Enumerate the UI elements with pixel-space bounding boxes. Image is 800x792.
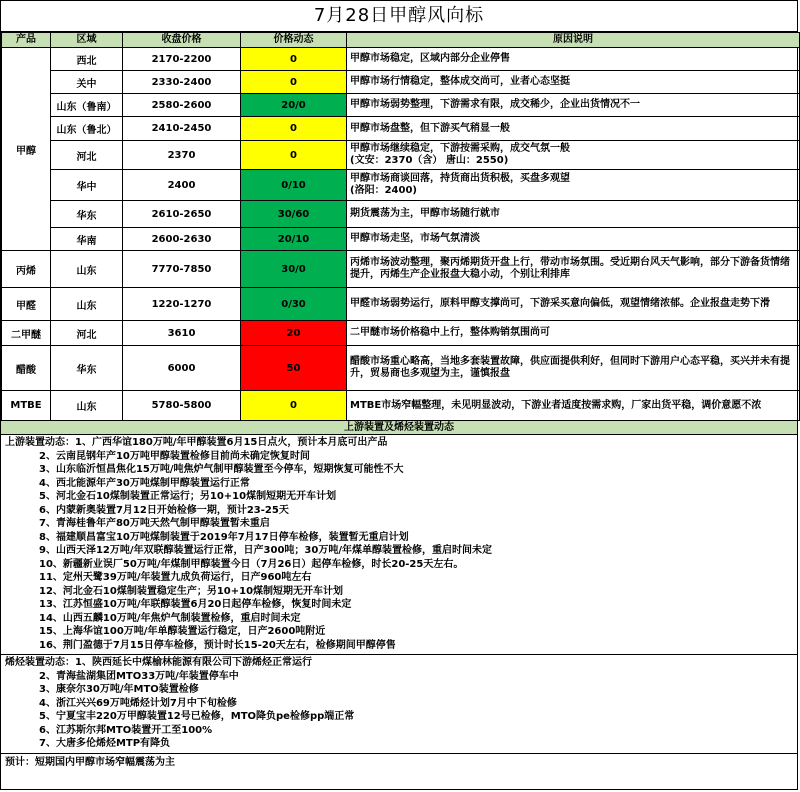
olefin-text: 1、陕西延长中煤榆林能源有限公司下游烯烃正常运行 <box>75 657 312 668</box>
table-row <box>2 201 800 228</box>
price-table <box>1 32 800 421</box>
reason-cell <box>347 228 800 251</box>
upstream-item <box>5 531 793 545</box>
region-cell: 山东 <box>51 288 123 321</box>
price-cell: 2580-2600 <box>123 94 241 117</box>
upstream-label: 上游装置动态： <box>5 437 75 448</box>
price-cell: 6000 <box>123 346 241 391</box>
upstream-item <box>5 639 793 653</box>
olefin-text: 5、宁夏宝丰220万甲醇装置12号已检修，MTO降负pe检修pp端正常 <box>39 711 355 722</box>
reason-cell <box>347 288 800 321</box>
region-cell: 河北 <box>51 321 123 346</box>
change-cell: 0 <box>241 141 347 170</box>
header-region: 区域 <box>51 33 123 48</box>
upstream-item <box>5 436 793 450</box>
reason-cell <box>347 170 800 201</box>
change-cell: 30/60 <box>241 201 347 228</box>
region-cell: 华中 <box>51 170 123 201</box>
price-cell: 5780-5800 <box>123 391 241 421</box>
table-row <box>2 170 800 201</box>
region-cell: 河北 <box>51 141 123 170</box>
olefin-item <box>5 710 793 724</box>
region-cell: 山东（鲁北） <box>51 117 123 141</box>
reason-cell <box>347 71 800 94</box>
reason-line: 醋酸市场重心略高，当地多套装置故障，供应面提供利好，但同时下游用户心态平稳，买兴并未有提升，贸易商也多观望为主，谨慎报盘 <box>350 356 790 379</box>
price-cell: 2330-2400 <box>123 71 241 94</box>
olefin-item <box>5 656 793 670</box>
product-cell: 二甲醚 <box>2 321 51 346</box>
olefin-text: 6、江苏斯尔邦MTO装置开工至100% <box>39 724 213 736</box>
price-cell: 2170-2200 <box>123 48 241 71</box>
region-cell: 山东 <box>51 391 123 421</box>
reason-cell <box>347 141 800 170</box>
upstream-text: 6、内蒙新奥装置7月12日开始检修一期，预计23-25天 <box>39 504 289 516</box>
table-row <box>2 94 800 117</box>
table-row <box>2 117 800 141</box>
region-cell: 关中 <box>51 71 123 94</box>
price-cell: 7770-7850 <box>123 251 241 288</box>
reason-line: 甲醛市场弱势运行，原料甲醇支撑尚可，下游采买意向偏低，观望情绪浓郁。企业报盘走势下滑 <box>350 298 770 309</box>
upstream-text: 3、山东临沂恒昌焦化15万吨/吨焦炉气制甲醇装置至今停车，短期恢复可能性不大 <box>39 464 404 475</box>
header-change: 价格动态 <box>241 33 347 48</box>
forecast <box>1 754 797 772</box>
reason-line: (文安：2370（含） 唐山：2550) <box>350 155 509 166</box>
olefin-text: 3、康奈尔30万吨/年MTO装置检修 <box>39 684 199 695</box>
change-cell: 0 <box>241 117 347 141</box>
olefin-text: 2、青海盐湖集团MTO33万吨/年装置停车中 <box>39 670 239 682</box>
upstream-text: 7、青海桂鲁年产80万吨天然气制甲醇装置暂未重启 <box>39 518 270 529</box>
upstream-text: 11、定州天鹭39万吨/年装置九成负荷运行，日产960吨左右 <box>39 572 312 583</box>
product-cell: MTBE <box>2 391 51 421</box>
change-cell: 20/0 <box>241 94 347 117</box>
price-cell: 1220-1270 <box>123 288 241 321</box>
header-reason: 原因说明 <box>347 33 800 48</box>
reason-line: 期货震荡为主，甲醇市场随行就市 <box>350 208 500 219</box>
reason-line: 甲醇市场盘整，但下游买气稍显一般 <box>350 122 510 134</box>
product-cell: 甲醛 <box>2 288 51 321</box>
table-row <box>2 141 800 170</box>
region-cell: 山东（鲁南） <box>51 94 123 117</box>
reason-line: 甲醇市场走坚，市场气氛清淡 <box>350 233 480 244</box>
olefin-item <box>5 697 793 711</box>
olefin-text: 4、浙江兴兴69万吨烯烃计划7月中下旬检修 <box>39 697 237 709</box>
olefin-item <box>5 670 793 684</box>
upstream-item <box>5 463 793 477</box>
olefin-item <box>5 683 793 697</box>
upstream-text: 12、河北金石10煤制装置稳定生产；另10+10煤制短期无开车计划 <box>39 585 344 597</box>
region-cell: 西北 <box>51 48 123 71</box>
table-row <box>2 48 800 71</box>
table-row <box>2 288 800 321</box>
section-title: 上游装置及烯烃装置动态 <box>1 421 797 435</box>
forecast-label: 预计： <box>5 756 35 768</box>
forecast-text: 短期国内甲醇市场窄幅震荡为主 <box>35 756 175 768</box>
olefin-item <box>5 724 793 738</box>
reason-line: 丙烯市场波动整理，聚丙烯期货开盘上行，带动市场氛围。受近期台风天气影响，部分下游备货情绪提升，丙烯生产企业报盘大稳小动，个别让利排库 <box>350 257 790 280</box>
upstream-item <box>5 477 793 491</box>
upstream-text: 5、河北金石10煤制装置正常运行；另10+10煤制短期无开车计划 <box>39 491 337 502</box>
table-header-row <box>2 33 800 48</box>
reason-line: (洛阳：2400) <box>350 185 417 196</box>
price-cell: 3610 <box>123 321 241 346</box>
reason-cell <box>347 321 800 346</box>
reason-line: 甲醇市场商谈回落，持货商出货积极，买盘多观望 <box>350 173 570 184</box>
price-cell: 2370 <box>123 141 241 170</box>
change-cell: 0/30 <box>241 288 347 321</box>
olefin-label: 烯烃装置动态： <box>5 657 75 668</box>
region-cell: 山东 <box>51 251 123 288</box>
region-cell: 华东 <box>51 346 123 391</box>
table-row <box>2 251 800 288</box>
price-table-body <box>2 48 800 421</box>
price-cell: 2400 <box>123 170 241 201</box>
reason-line: 二甲醚市场价格稳中上行，整体购销氛围尚可 <box>350 327 550 338</box>
upstream-item <box>5 490 793 504</box>
reason-cell <box>347 94 800 117</box>
reason-line: 甲醇市场继续稳定，下游按需采购，成交气氛一般 <box>350 143 570 154</box>
change-cell: 20 <box>241 321 347 346</box>
price-cell: 2410-2450 <box>123 117 241 141</box>
olefin-block <box>1 655 797 754</box>
upstream-item <box>5 544 793 558</box>
upstream-text: 8、福建顺昌富宝10万吨煤制装置于2019年7月17日停车检修，装置暂无重启计划 <box>39 531 409 543</box>
product-cell: 醋酸 <box>2 346 51 391</box>
reason-cell <box>347 48 800 71</box>
report-title: 7月28日甲醇风向标 <box>1 1 797 32</box>
reason-line: 甲醇市场稳定，区域内部分企业停售 <box>350 53 510 64</box>
reason-cell <box>347 346 800 391</box>
price-cell: 2600-2630 <box>123 228 241 251</box>
reason-cell <box>347 391 800 421</box>
upstream-item <box>5 450 793 464</box>
upstream-item <box>5 571 793 585</box>
upstream-item <box>5 504 793 518</box>
product-cell: 丙烯 <box>2 251 51 288</box>
upstream-text: 15、上海华谊100万吨/年单醇装置运行稳定，日产2600吨附近 <box>39 626 326 637</box>
table-row <box>2 71 800 94</box>
product-cell: 甲醇 <box>2 48 51 251</box>
change-cell: 0 <box>241 48 347 71</box>
reason-line: 甲醇市场行情稳定，整体成交尚可，业者心态坚挺 <box>350 76 570 87</box>
reason-cell <box>347 251 800 288</box>
change-cell: 0 <box>241 391 347 421</box>
upstream-text: 4、西北能源年产30万吨煤制甲醇装置运行正常 <box>39 477 250 489</box>
upstream-item <box>5 558 793 572</box>
upstream-text: 16、荆门盈德于7月15日停车检修，预计时长15-20天左右，检修期间甲醇停售 <box>39 639 396 651</box>
upstream-text: 13、江苏恒盛10万吨/年联醇装置6月20日起停车检修，恢复时间未定 <box>39 599 352 610</box>
upstream-item <box>5 598 793 612</box>
table-row <box>2 391 800 421</box>
table-row <box>2 228 800 251</box>
price-cell: 2610-2650 <box>123 201 241 228</box>
upstream-item <box>5 585 793 599</box>
header-price: 收盘价格 <box>123 33 241 48</box>
reason-line: MTBE市场窄幅整理，未见明显波动，下游业者适度按需求购，厂家出货平稳，调价意愿不浓 <box>350 399 762 411</box>
region-cell: 华南 <box>51 228 123 251</box>
change-cell: 20/10 <box>241 228 347 251</box>
upstream-block <box>1 435 797 655</box>
change-cell: 30/0 <box>241 251 347 288</box>
upstream-item <box>5 612 793 626</box>
upstream-item <box>5 517 793 531</box>
upstream-text: 9、山西天泽12万吨/年双联醇装置运行正常，日产300吨；30万吨/年煤单醇装置检修，重启时间未定 <box>39 545 492 556</box>
upstream-text: 10、新疆新业误厂50万吨/年煤制甲醇装置今日（7月26日）起停车检修，时长20-25天左右。 <box>39 558 464 570</box>
olefin-item <box>5 737 793 751</box>
table-row <box>2 321 800 346</box>
upstream-text: 14、山西五麟10万吨/年焦炉气制装置检修，重启时间未定 <box>39 612 301 624</box>
upstream-text: 1、广西华谊180万吨/年甲醇装置6月15日点火，预计本月底可出产品 <box>75 437 388 448</box>
change-cell: 0/10 <box>241 170 347 201</box>
region-cell: 华东 <box>51 201 123 228</box>
reason-line: 甲醇市场弱势整理，下游需求有限，成交稀少，企业出货情况不一 <box>350 99 640 110</box>
upstream-text: 2、云南昆钢年产10万吨甲醇装置检修目前尚未确定恢复时间 <box>39 450 310 462</box>
reason-cell <box>347 117 800 141</box>
upstream-item <box>5 625 793 639</box>
change-cell: 50 <box>241 346 347 391</box>
change-cell: 0 <box>241 71 347 94</box>
olefin-text: 7、大唐多伦烯烃MTP有降负 <box>39 738 171 749</box>
header-product: 产品 <box>2 33 51 48</box>
table-row <box>2 346 800 391</box>
reason-cell <box>347 201 800 228</box>
